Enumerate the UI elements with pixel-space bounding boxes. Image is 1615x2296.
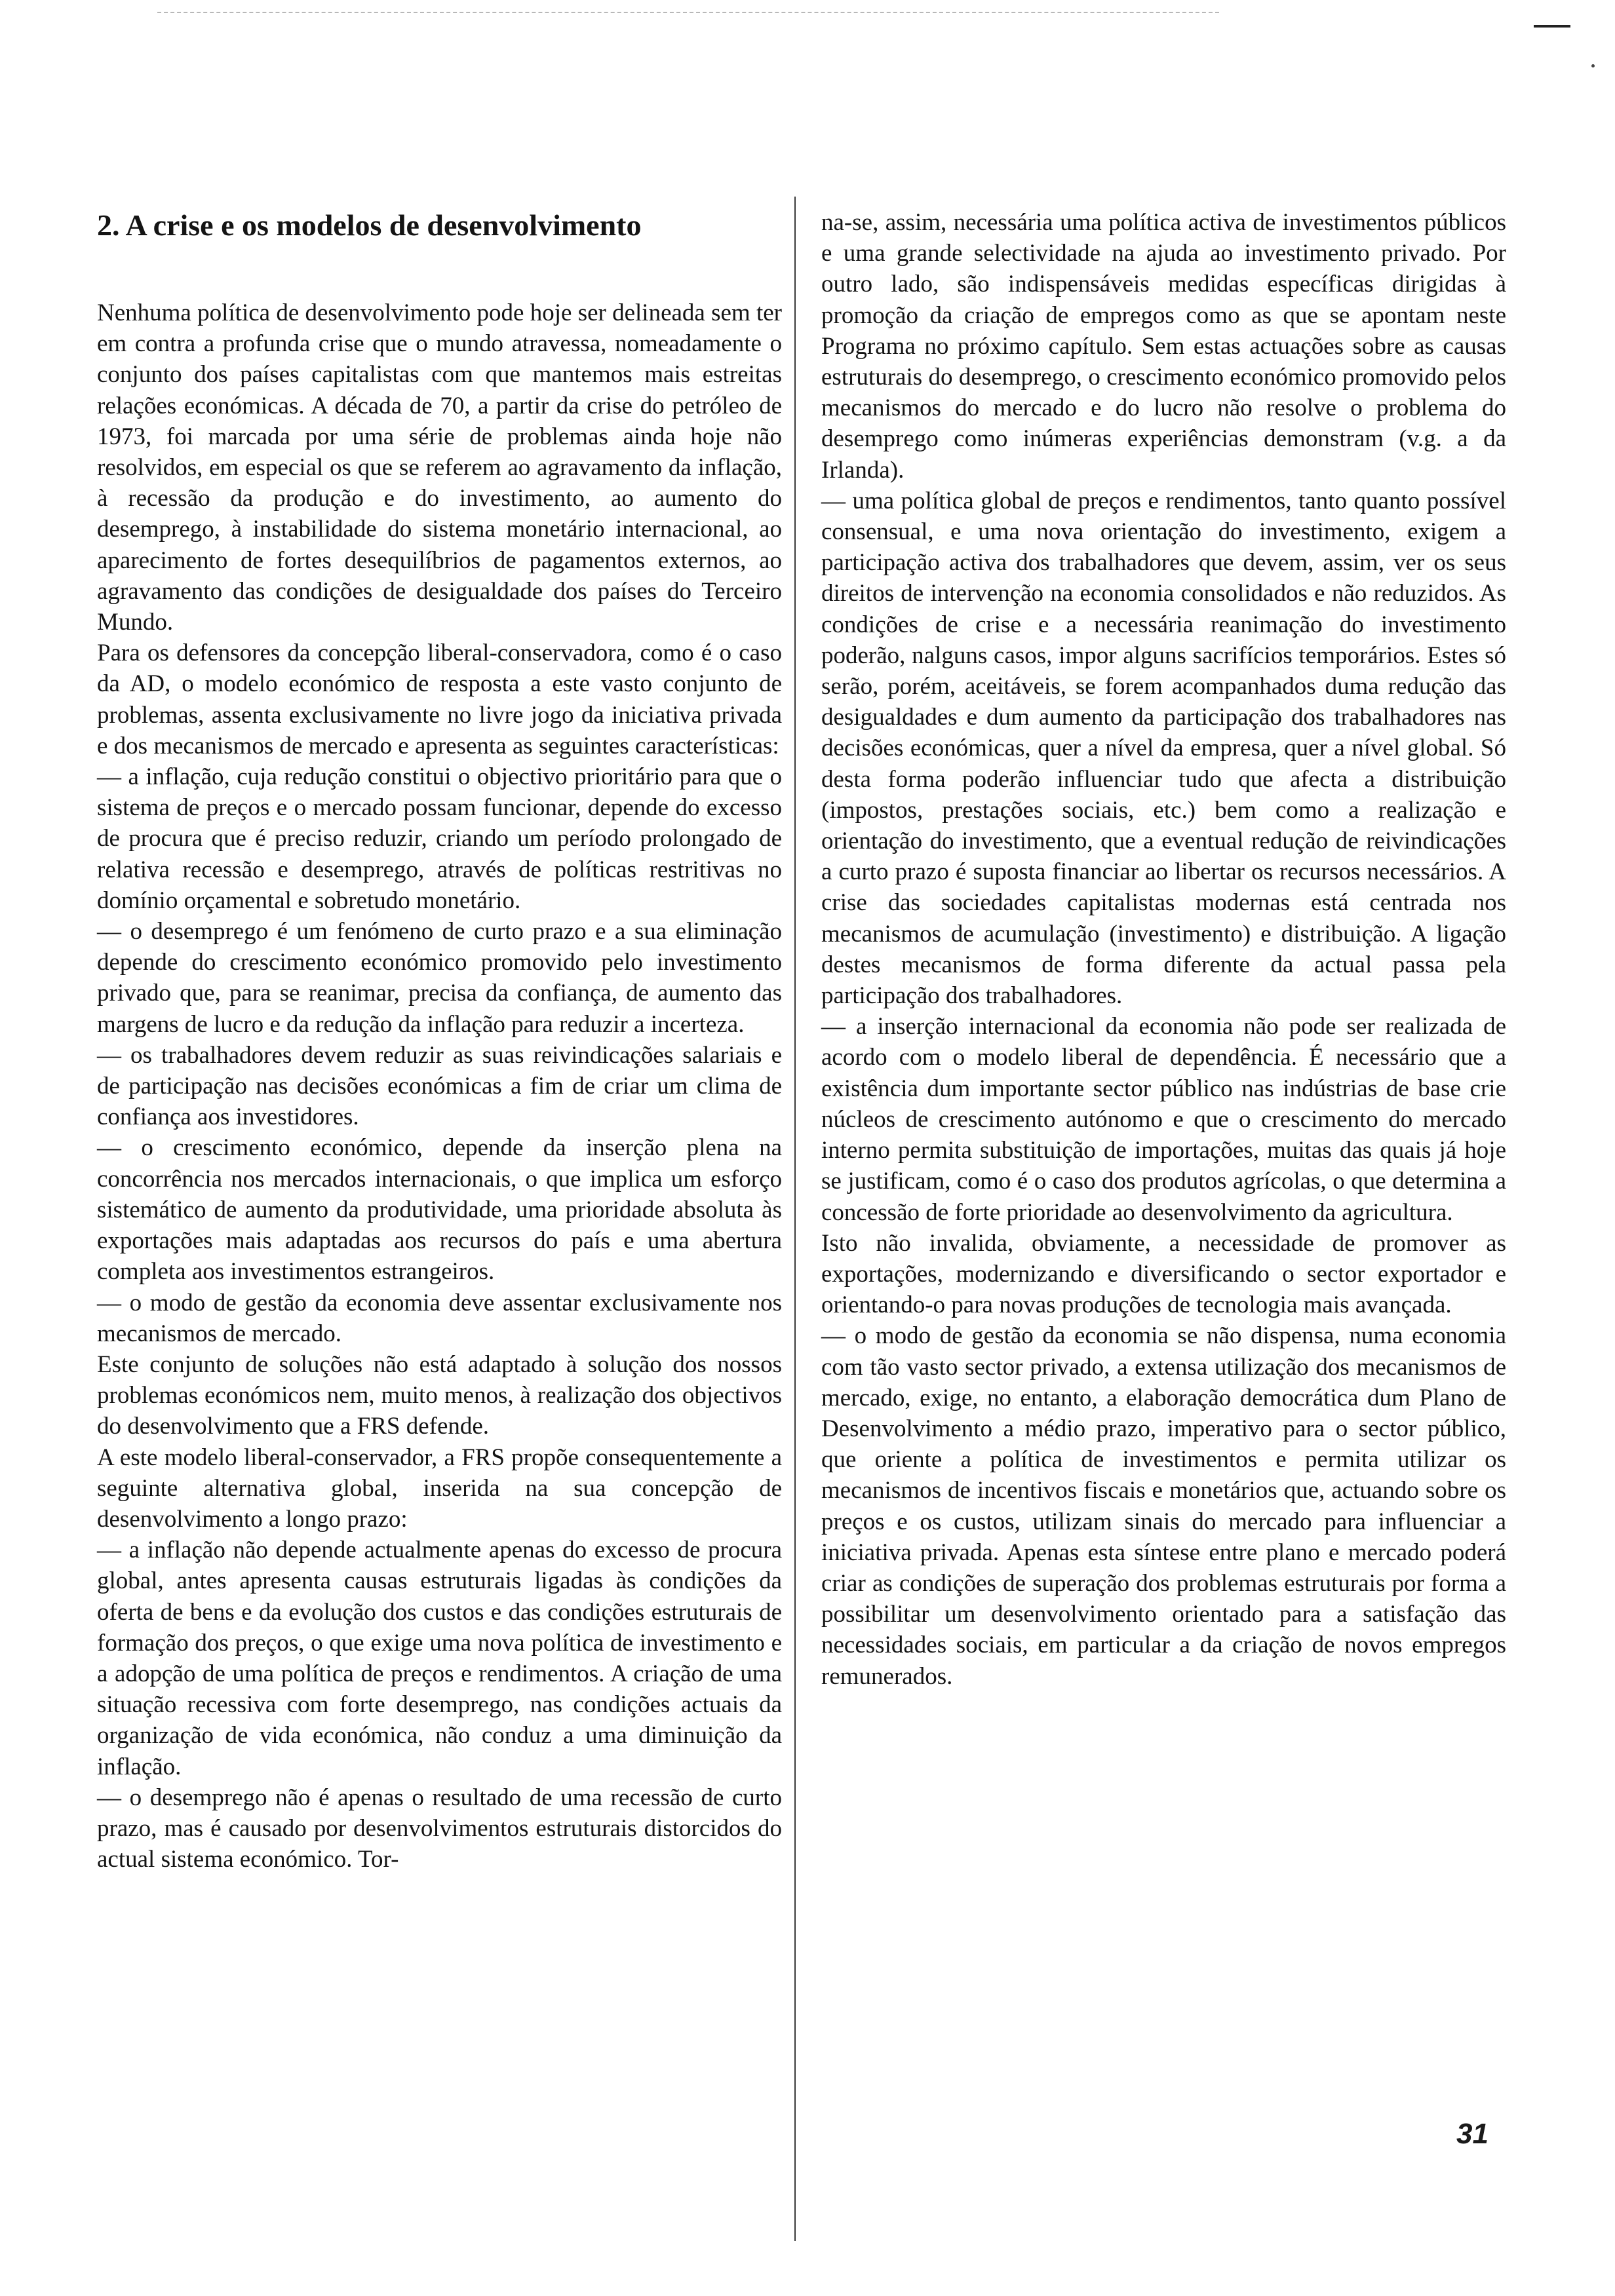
left-paragraph: — os trabalhadores devem reduzir as suas reivindicações salariais e de participação nas decisões económicas a fim de criar um clima de confiança aos investidores. [97, 1041, 782, 1131]
left-paragraph: — o desemprego é um fenómeno de curto prazo e a sua eliminação depende do crescimento económico promovido pelo investimento privado que, para se reanimar, precisa da confiança, de aumento das margens de lucro e da redução da inflação para reduzir a incerteza. [97, 918, 782, 1038]
left-paragraph: — o crescimento económico, depende da inserção plena na concorrência nos mercados internacionais, o que implica um esforço sistemático de aumento da produtividade, uma prioridade absoluta às exportações mais adaptadas aos recursos do país e uma abertura completa aos investimentos estrangeiros. [97, 1134, 782, 1286]
right-paragraph: — o modo de gestão da economia se não dispensa, numa economia com tão vasto sector privado, a extensa utilização dos mecanismos de mercado, exige, no entanto, a elaboração democrática dum Plano de Desenvolvimento a médio prazo, imperativo para o sector público, que oriente a política de investimentos e permita utilizar os mecanismos de incentivos fiscais e monetários que, actuando sobre os preços e os custos, utilizam sinais do mercado para influenciar a iniciativa privada. Apenas esta síntese entre plano e mercado poderá criar as condições de superação dos problemas estruturais por forma a possibilitar um desenvolvimento orientado para a satisfação das necessidades sociais, em particular a da criação de novos empregos remunerados. [821, 1322, 1506, 1690]
corner-mark [1534, 25, 1570, 28]
left-paragraph: Nenhuma política de desenvolvimento pode hoje ser delineada sem ter em contra a profunda crise que o mundo atravessa, nomeadamente o conjunto dos países capitalistas com que mantemos mais estreitas relações económicas. A década de 70, a partir da crise do petróleo de 1973, foi marcada por uma série de problemas ainda hoje não resolvidos, em especial os que se referem ao agravamento da inflação, à recessão da produção e do investimento, ao aumento do desemprego, à instabilidade do sistema monetário internacional, ao aparecimento de fortes desequilíbrios de pagamentos externos, ao agravamento das condições de desigualdade dos países do Terceiro Mundo. [97, 299, 782, 636]
section-heading: 2. A crise e os modelos de desenvolvimento [97, 208, 642, 242]
corner-dot [1591, 64, 1595, 67]
left-paragraph: — o desemprego não é apenas o resultado de uma recessão de curto prazo, mas é causado por desenvolvimentos estruturais distorcidos do actual sistema económico. Tor- [97, 1784, 782, 1873]
page-number: 31 [1456, 2118, 1489, 2150]
left-paragraph: Este conjunto de soluções não está adaptado à solução dos nossos problemas económicos nem, muito menos, à realização dos objectivos do desenvolvimento que a FRS defende. [97, 1350, 782, 1440]
left-paragraph: — a inflação não depende actualmente apenas do excesso de procura global, antes apresenta causas estruturais ligadas às condições da oferta de bens e da evolução dos custos e das condições estruturais de formação dos preços, o que exige uma nova política de investimento e a adopção de uma política de preços e rendimentos. A criação de uma situação recessiva com forte desemprego, nas condições actuais da organização de vida económica, não conduz a uma diminuição da inflação. [97, 1537, 782, 1780]
right-paragraph: — uma política global de preços e rendimentos, tanto quanto possível consensual, e uma nova orientação do investimento, exigem a participação activa dos trabalhadores que devem, assim, ver os seus direitos de intervenção na economia consolidados e não reduzidos. As condições de crise e a necessária reanimação do investimento poderão, nalguns casos, impor alguns sacrifícios temporários. Estes só serão, porém, aceitáveis, se forem acompanhados duma redução das desigualdades e dum aumento da participação dos trabalhadores nas decisões económicas, quer a nível da empresa, quer a nível global. Só desta forma poderão influenciar tudo que afecta a distribuição (impostos, prestações sociais, etc.) bem como a realização e orientação do investimento, que a eventual redução de reivindicações a curto prazo é suposta financiar ao libertar os recursos necessários. A crise das sociedades capitalistas modernas está centrada nos mecanismos de acumulação (investimento) e distribuição. A ligação destes mecanismos de forma diferente da actual passa pela participação dos trabalhadores. [821, 487, 1506, 1010]
right-paragraph: Isto não invalida, obviamente, a necessidade de promover as exportações, modernizando e diversificando o sector exportador e orientando-o para novas produções de tecnologia mais avançada. [821, 1229, 1506, 1319]
top-scan-rule [157, 12, 1219, 13]
left-column [97, 207, 782, 1875]
left-paragraph: A este modelo liberal-conservador, a FRS propõe consequentemente a seguinte alternativa global, inserida na sua concepção de desenvolvimento a longo prazo: [97, 1444, 782, 1533]
right-paragraph: na-se, assim, necessária uma política activa de investimentos públicos e uma grande selectividade na ajuda ao investimento privado. Por outro lado, são indispensáveis medidas específicas dirigidas à promoção da criação de empregos como as que se apontam neste Programa no próximo capítulo. Sem estas actuações sobre as causas estruturais do desemprego, o crescimento económico promovido pelos mecanismos do mercado e do lucro não resolve o problema do desemprego como inúmeras experiências demonstram (v.g. a da Irlanda). [821, 209, 1506, 484]
column-divider [794, 197, 796, 2241]
left-paragraph: — o modo de gestão da economia deve assentar exclusivamente nos mecanismos de mercado. [97, 1289, 782, 1347]
left-paragraph: Para os defensores da concepção liberal-conservadora, como é o caso da AD, o modelo económico de resposta a este vasto conjunto de problemas, assenta exclusivamente no livre jogo da iniciativa privada e dos mecanismos de mercado e apresenta as seguintes características: [97, 640, 782, 759]
right-paragraph: — a inserção internacional da economia não pode ser realizada de acordo com o modelo liberal de dependência. É necessário que a existência dum importante sector público nas indústrias de base crie núcleos de crescimento autónomo e que o crescimento do mercado interno permita substituição de importações, muitas das quais já hoje se justificam, como é o caso dos produtos agrícolas, o que determina a concessão de forte prioridade ao desenvolvimento da agricultura. [821, 1013, 1506, 1226]
left-paragraph: — a inflação, cuja redução constitui o objectivo prioritário para que o sistema de preços e o mercado possam funcionar, depende do excesso de procura que é preciso reduzir, criando um período prolongado de relativa recessão e desemprego, através de políticas restritivas no domínio orçamental e sobretudo monetário. [97, 763, 782, 914]
right-column [821, 207, 1506, 1692]
